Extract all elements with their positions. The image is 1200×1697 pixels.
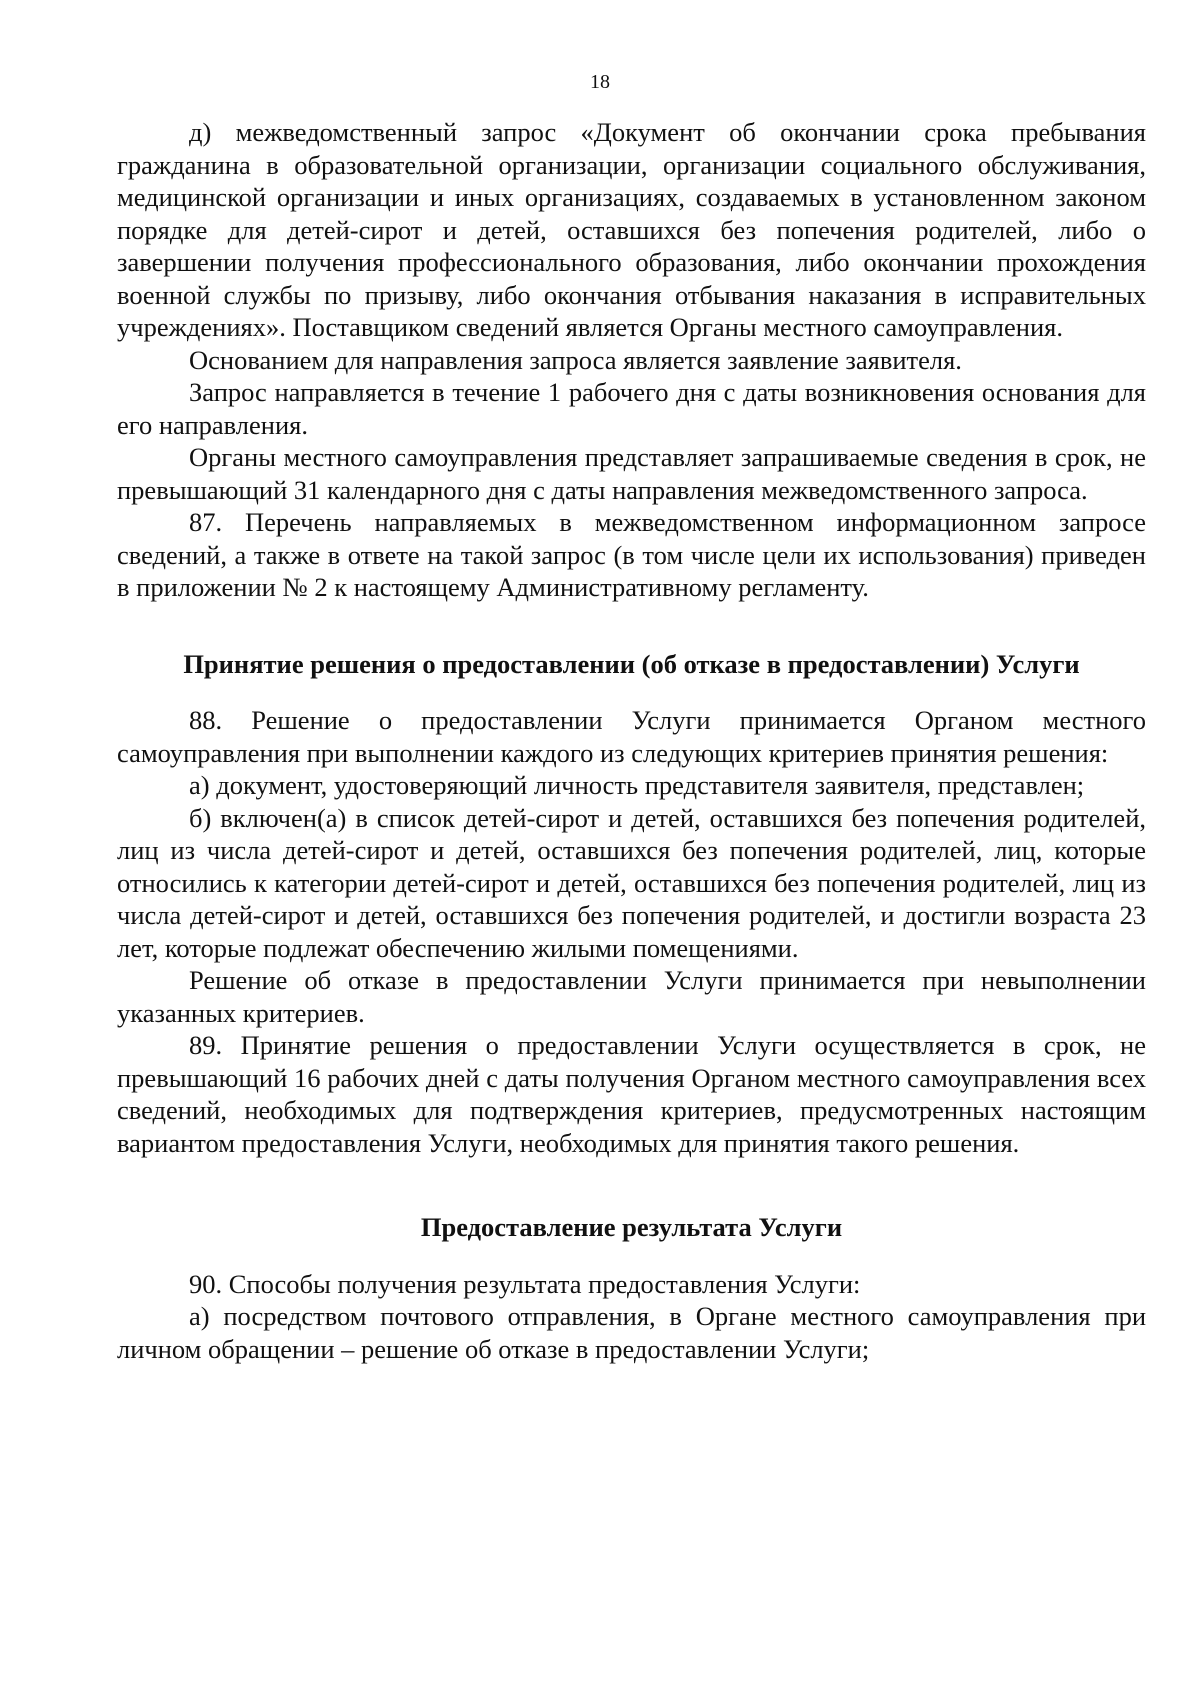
paragraph: Основанием для направления запроса является заявление заявителя. <box>189 344 962 375</box>
section-heading: Принятие решения о предоставлении (об отказе в предоставлении) Услуги <box>183 648 1080 679</box>
paragraph: 90. Способы получения результата предоставления Услуги: <box>189 1268 861 1299</box>
document-body <box>117 116 1146 1365</box>
paragraph: Решение об отказе в предоставлении Услуги принимается при невыполнении указанных критериев. <box>117 965 1146 1028</box>
paragraph: 89. Принятие решения о предоставлении Услуги осуществляется в срок, не превышающий 16 рабочих дней с даты получения Органом местного самоуправления всех сведений, необходимых для подтверждения критериев, предусмотренных настоящим вариантом предоставления Услуги, необходимых для принятия такого решения. <box>117 1030 1146 1158</box>
paragraph: 88. Решение о предоставлении Услуги принимается Органом местного самоуправления при выполнении каждого из следующих критериев принятия решения: <box>117 705 1146 768</box>
paragraph: д) межведомственный запрос «Документ об окончании срока пребывания гражданина в образовательной организации, организации социального обслуживания, медицинской организации и иных организациях, создаваемых в установленном законом порядке для детей-сирот и детей, оставшихся без попечения родителей, либо о завершении получения профессионального образования, либо окончании прохождения военной службы по призыву, либо окончания отбывания наказания в исправительных учреждениях». Поставщиком сведений является Органы местного самоуправления. <box>117 117 1146 342</box>
paragraph: 87. Перечень направляемых в межведомственном информационном запросе сведений, а также в ответе на такой запрос (в том числе цели их использования) приведен в приложении № 2 к настоящему Административному регламенту. <box>117 507 1146 602</box>
paragraph: Органы местного самоуправления представляет запрашиваемые сведения в срок, не превышающий 31 календарного дня с даты направления межведомственного запроса. <box>117 442 1146 505</box>
paragraph: Запрос направляется в течение 1 рабочего дня с даты возникновения основания для его направления. <box>117 377 1146 440</box>
paragraph: а) посредством почтового отправления, в Органе местного самоуправления при личном обращении – решение об отказе в предоставлении Услуги; <box>117 1301 1146 1364</box>
paragraph: а) документ, удостоверяющий личность представителя заявителя, представлен; <box>189 770 1085 800</box>
paragraph: б) включен(а) в список детей-сирот и детей, оставшихся без попечения родителей, лиц из числа детей-сирот и детей, оставшихся без попечения родителей, лиц, которые относились к категории детей-сирот и детей, оставшихся без попечения родителей, лиц из числа детей-сирот и детей, оставшихся без попечения родителей, и достигли возраста 23 лет, которые подлежат обеспечению жилыми помещениями. <box>117 802 1146 963</box>
section-heading: Предоставление результата Услуги <box>420 1212 843 1242</box>
page-number: 18 <box>590 71 610 93</box>
